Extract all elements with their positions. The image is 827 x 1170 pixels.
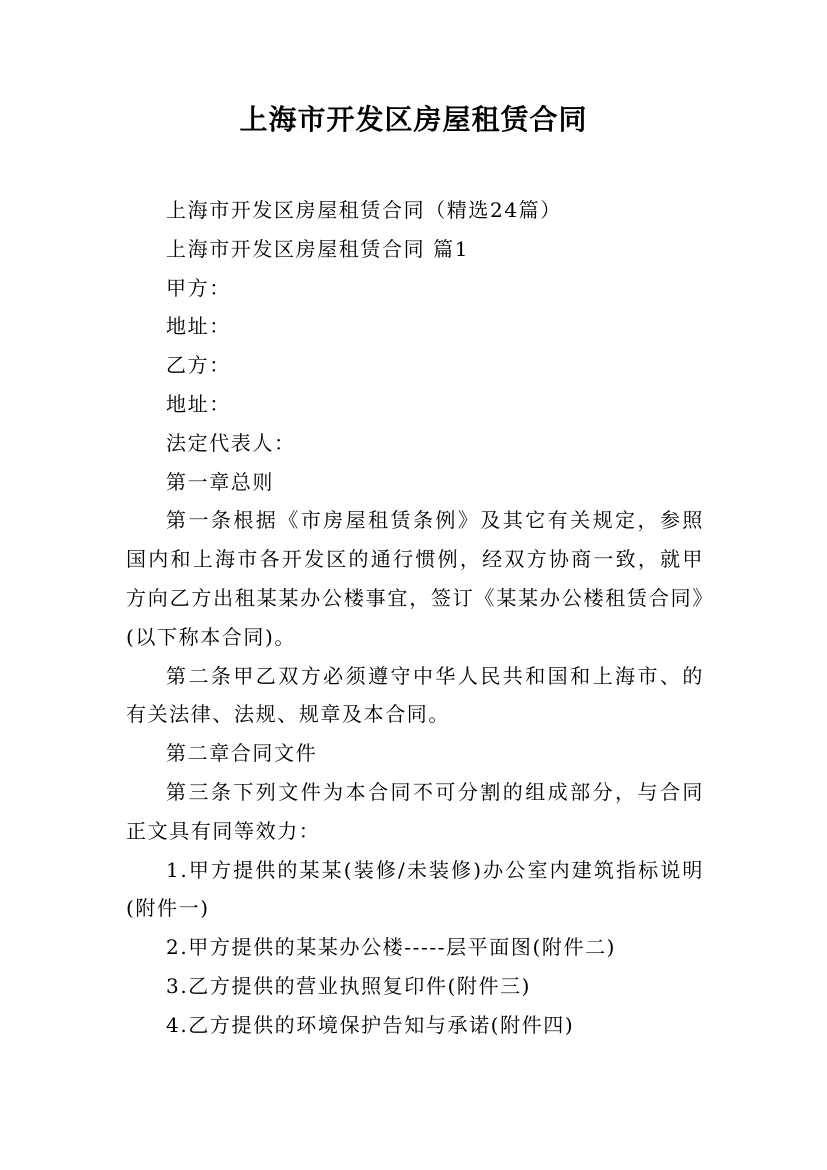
document-body (126, 191, 704, 1045)
party-a-address-field: 地址： (166, 314, 231, 339)
paragraph-collection-title: 上海市开发区房屋租赁合同（精选24篇） (166, 198, 562, 222)
legal-representative-field: 法定代表人： (166, 430, 296, 455)
article-3-paragraph: 第三条下列文件为本合同不可分割的组成部分，与合同正文具有同等效力： (126, 779, 704, 843)
attachment-item-3: 3.乙方提供的营业执照复印件(附件三) (166, 973, 532, 998)
chapter-heading-documents: 第二章合同文件 (166, 741, 318, 766)
chapter-heading-general: 第一章总则 (166, 469, 274, 494)
article-2-paragraph: 第二条甲乙双方必须遵守中华人民共和国和上海市、的有关法律、法规、规章及本合同。 (126, 663, 704, 727)
party-b-address-field: 地址： (166, 391, 231, 416)
attachment-item-2: 2.甲方提供的某某办公楼-----层平面图(附件二) (166, 935, 617, 960)
article-1-paragraph: 第一条根据《市房屋租赁条例》及其它有关规定，参照国内和上海市各开发区的通行惯例，经双方协商一致，就甲方向乙方出租某某办公楼事宜，签订《某某办公楼租赁合同》(以下称本合同)。 (126, 508, 704, 649)
paragraph-section-heading: 上海市开发区房屋租赁合同 篇1 (166, 236, 470, 261)
party-a-field: 甲方： (166, 275, 231, 300)
attachment-item-4: 4.乙方提供的环境保护告知与承诺(附件四) (166, 1012, 575, 1037)
party-b-field: 乙方： (166, 353, 231, 378)
attachment-item-1: 1.甲方提供的某某(装修/未装修)办公室内建筑指标说明(附件一) (126, 857, 704, 921)
document-title: 上海市开发区房屋租赁合同 (239, 103, 588, 136)
